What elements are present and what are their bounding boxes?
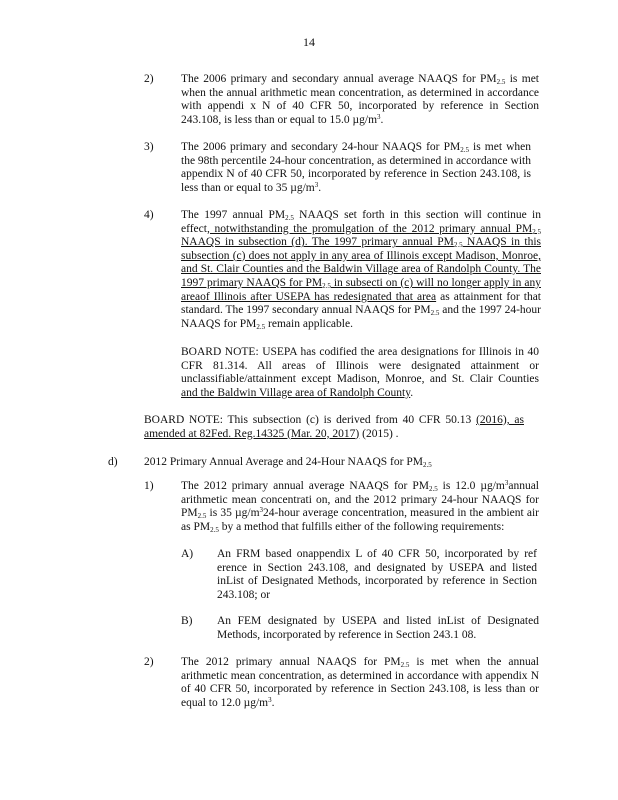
item-number: 1) <box>144 480 154 492</box>
subsection-letter: d) <box>108 456 118 468</box>
board-note-area-designations: BOARD NOTE: USEPA has codified the area designations for Illinois in 40 CFR 81.314. All areas of Illinois were designated attainment or unclassifiable/attainment except Madison, Monroe, and St. Clair Counties and the Baldwin Village area of Randolph County. <box>181 346 539 399</box>
paragraph-d1-b: An FEM designated by USEPA and listed inList of Designated Methods, incorporated by reference in Section 243.1 08. <box>217 615 539 641</box>
item-number: B) <box>181 615 193 627</box>
paragraph-c2: The 2006 primary and secondary annual average NAAQS for $PM_{2.5}$ is met when the annual arithmetic mean concentration, as determined in accordance with appendi x N of 40 CFR 50, incorporated by reference in Section 243.108, is less than or equal to 15.0 $\mu g/m^3$. <box>181 73 539 126</box>
paragraph-d1-a: An FRM based onappendix L of 40 CFR 50, incorporated by ref erence in Section 243.108, and designated by USEPA and listed inList of Designated Methods, incorporated by reference in Section 243.108; or <box>217 548 537 601</box>
item-number: 2) <box>144 73 154 85</box>
subsection-d-heading: 2012 Primary Annual Average and 24-Hour NAAQS for $PM_{2.5}$ <box>144 456 432 469</box>
page-number: 14 <box>303 35 315 49</box>
paragraph-d2: The 2012 primary annual NAAQS for $PM_{2.5}$ is met when the annual arithmetic mean concentration, as determined in accordance with appendix N of 40 CFR 50, incorporated by reference in Section 243.108, is less than or equal to 12.0 $\mu g/m^3$. <box>181 656 539 709</box>
board-note-derivation: BOARD NOTE: This subsection (c) is derived from 40 CFR 50.13 (2016), as amended at 82Fed. Reg.14325 (Mar. 20, 2017) (2015) . <box>144 414 524 440</box>
paragraph-c3: The 2006 primary and secondary 24-hour NAAQS for $PM_{2.5}$ is met when the 98th percentile 24-hour concentration, as determined in accordance with appendix N of 40 CFR 50, incorporated by reference in Section 243.108, is less than or equal to 35 $\mu g/m^3$. <box>181 141 531 194</box>
paragraph-d1: The 2012 primary annual average NAAQS for $PM_{2.5}$ is 12.0 $\mu g/m^3annual$ arithmetic mean concentrati on, and the 2012 primary 24-hour NAAQS for $PM_{2.5}$ is 35 $\mu g/m^324$-hour average concentration, measured in the ambient air as $PM_{2.5}$ by a method that fulfills either of the following requirements: <box>181 479 540 534</box>
item-number: A) <box>181 548 194 560</box>
item-number: 4) <box>144 209 154 221</box>
item-number: 2) <box>144 656 154 668</box>
paragraph-c4: The 1997 annual $PM_{2.5}$ NAAQS set forth in this section will continue in effect, notwithstanding the promulgation of the 2012 primary annual $PM_{2.5}$ NAAQS in subsection (d). The 1997 primary annual $PM_{2.5}$ NAAQS in this subsection (c) does not apply in any area of Illinois except Madison, Monroe, and St. Clair Counties and the Baldwin Village area of Randolph County. The 1997 primary NAAQS for $PM_{2.5}$ in subsecti on (c) will no longer apply in any areaof Illinois after USEPA has redesignated that area as attainment for that standard. The 1997 secondary annual NAAQS for $PM_{2.5}$ and the 1997 24-hour NAAQS for $PM_{2.5}$ remain applicable. <box>181 209 541 331</box>
item-number: 3) <box>144 141 154 153</box>
